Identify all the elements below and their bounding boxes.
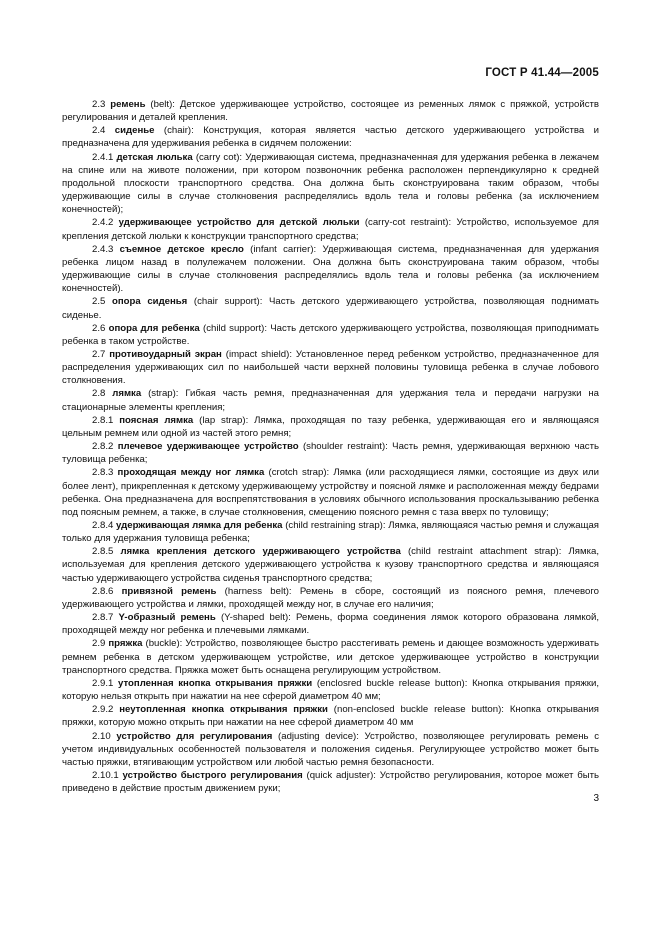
definition-paragraph xyxy=(62,466,599,519)
defined-term: съемное детское кресло xyxy=(119,243,244,255)
definition-text: (crotch strap): Лямка (или расходящиеся лямки, состоящие из двух или более лент), прикрепленная к детскому удерживающему устройству и поясной лямке и расположенная между бедрами ребенка. Она предназначена для воспрепятствования в условиях обычного использования проскальзыванию ребенка под поясным ремнем, а также, в случае столкновения, смещению поясного ремня с таза вверх по туловищу; xyxy=(62,467,599,518)
definition-paragraph xyxy=(62,769,599,795)
definition-paragraph xyxy=(62,677,599,703)
definition-paragraph xyxy=(62,243,599,296)
clause-number: 2.8.1 xyxy=(92,414,114,426)
clause-number: 2.4.3 xyxy=(92,243,114,255)
defined-term: устройство быстрого регулирования xyxy=(122,769,303,781)
clause-number: 2.4 xyxy=(92,125,106,137)
definition-paragraph xyxy=(62,151,599,217)
clause-number: 2.4.2 xyxy=(92,217,114,229)
defined-term: устройство для регулирования xyxy=(116,730,273,742)
definition-paragraph xyxy=(62,611,599,637)
definition-text: (harness belt): Ремень в сборе, состоящий из поясного ремня, плечевого удерживающего устройства и лямки, проходящей между ног, в случае его наличия; xyxy=(62,585,600,610)
defined-term: поясная лямка xyxy=(119,414,194,426)
clause-number: 2.10.1 xyxy=(92,769,119,781)
document-body xyxy=(62,98,599,795)
defined-term: привязной ремень xyxy=(121,585,217,597)
defined-term: лямка крепления детского удерживающего устройства xyxy=(120,546,401,558)
defined-term: удерживающее устройство для детской люльки xyxy=(118,217,360,229)
definition-paragraph xyxy=(62,730,599,769)
defined-term: Y-образный ремень xyxy=(118,612,216,624)
clause-number: 2.5 xyxy=(92,296,106,308)
definition-text: (enclosred buckle release button): Кнопка открывания пряжки, которую нельзя открыть при нажатии на нее сферой диаметром 40 мм; xyxy=(62,677,599,703)
defined-term: удерживающая лямка для ребенка xyxy=(116,520,283,531)
clause-number: 2.8 xyxy=(92,388,106,400)
definition-text: (impact shield): Установленное перед ребенком устройство, предназначенное для распределения удерживающих сил по наибольшей части верхней половины туловища ребенка в случае лобового столкновения. xyxy=(62,348,599,387)
definition-text: (lap strap): Лямка, проходящая по тазу ребенка, удерживающая его и являющаяся цельным ремнем или одной из частей этого ремня; xyxy=(62,414,599,439)
definition-paragraph xyxy=(62,124,599,150)
definition-text: (adjusting device): Устройство, позволяющее регулировать ремень с учетом индивидуальных особенностей пользователя и положения сиденья. Регулирующее устройство может быть частью пряжки, втягивающим устройством или любой частью ремня безопасности. xyxy=(62,730,600,768)
clause-number: 2.8.2 xyxy=(92,441,114,453)
definition-paragraph xyxy=(62,295,599,321)
definition-paragraph xyxy=(62,519,599,545)
defined-term: утопленная кнопка открывания пряжки xyxy=(118,677,313,689)
definition-text: (shoulder restraint): Часть ремня, удерживающая верхнюю часть туловища ребенка; xyxy=(62,441,599,466)
definition-paragraph xyxy=(62,387,599,413)
page-number: 3 xyxy=(593,793,599,804)
definition-text: (belt): Детское удерживающее устройство, состоящее из ременных лямок с пряжкой, устройств регулирования и деталей крепления. xyxy=(62,99,599,124)
defined-term: плечевое удерживающее устройство xyxy=(117,441,299,453)
definition-paragraph xyxy=(62,98,599,124)
definition-paragraph xyxy=(62,703,599,729)
definition-paragraph xyxy=(62,348,599,387)
clause-number: 2.8.3 xyxy=(92,467,114,479)
definition-paragraph xyxy=(62,545,599,584)
clause-number: 2.8.4 xyxy=(92,520,114,531)
definition-paragraph xyxy=(62,216,599,242)
defined-term: проходящая между ног лямка xyxy=(117,467,265,479)
clause-number: 2.8.6 xyxy=(92,585,114,597)
definition-text: (child restraint attachment strap): Лямка, используемая для крепления детского удерживающего устройства к кузову транспортного средства и являющаяся частью удерживающего устройства сиденья транспортного средства; xyxy=(62,546,600,584)
defined-term: опора сиденья xyxy=(111,296,188,308)
clause-number: 2.9.2 xyxy=(92,704,114,716)
clause-number: 2.8.7 xyxy=(92,612,114,624)
clause-number: 2.6 xyxy=(92,322,106,334)
definition-paragraph xyxy=(62,414,599,440)
definition-text: (carry-cot restraint): Устройство, используемое для крепления детской люльки к конструкции транспортного средства; xyxy=(62,217,599,242)
clause-number: 2.9 xyxy=(92,638,106,650)
definition-text: (chair support): Часть детского удерживающего устройства, позволяющая поднимать сиденье. xyxy=(62,296,599,321)
clause-number: 2.9.1 xyxy=(92,677,114,689)
definition-text: (child support): Часть детского удерживающего устройства, позволяющая приподнимать ребенка в таком устройстве. xyxy=(62,322,600,347)
defined-term: неутопленная кнопка открывания пряжки xyxy=(119,704,328,716)
defined-term: детская люлька xyxy=(116,151,193,163)
definition-text: (infant carrier): Удерживающая система, предназначенная для удержания ребенка лицом назад в полулежачем положении. Она должна быть сконструирована таким образом, чтобы удерживающие силы в случае столкновения распределялись вдоль тела и головы ребенка (за исключением конечностей). xyxy=(62,243,599,295)
definition-text: (non-enclosed buckle release button): Кнопка открывания пряжки, которую можно открыть при нажатии на нее сферой диаметром 40 мм xyxy=(62,704,599,729)
definition-paragraph xyxy=(62,440,599,466)
clause-number: 2.10 xyxy=(92,730,111,742)
defined-term: противоударный экран xyxy=(109,348,222,360)
clause-number: 2.4.1 xyxy=(92,151,114,163)
defined-term: лямка xyxy=(112,388,142,400)
definition-paragraph xyxy=(62,585,599,611)
definition-paragraph xyxy=(62,322,599,348)
clause-number: 2.8.5 xyxy=(92,546,114,558)
definition-text: (carry cot): Удерживающая система, предназначенная для удержания ребенка в лежачем на спине или на животе положении, при котором позвоночник ребенка расположен перпендикулярно к средней продольной плоскости транспортного средства. Она должна быть сконструирована таким образом, чтобы удерживающие силы в случае столкновения распределялись вдоль тела и головы ребенка (за исключением конечностей); xyxy=(62,151,600,216)
definition-text: (child restraining strap): Лямка, являющаяся частью ремня и служащая только для удержания туловища ребенка; xyxy=(62,520,599,545)
defined-term: опора для ребенка xyxy=(108,322,200,334)
definition-text: (quick adjuster): Устройство регулирования, которое может быть приведено в действие простым движением руки; xyxy=(62,769,599,795)
definition-text: (chair): Конструкция, которая является частью детского удерживающего устройства и предназначена для удерживания ребенка в сидячем положении: xyxy=(62,125,599,150)
clause-number: 2.3 xyxy=(92,99,106,110)
document-standard-id: ГОСТ Р 41.44—2005 xyxy=(485,67,599,79)
defined-term: пряжка xyxy=(108,638,143,650)
definition-text: (buckle): Устройство, позволяющее быстро расстегивать ремень и дающее возможность удерживать ремнем ребенка в детском удерживающем устройстве, или детское удерживающее устройство в конструкции транспортного средства. Пряжка может быть оснащена регулирующим устройством. xyxy=(62,638,599,676)
defined-term: ремень xyxy=(110,99,146,110)
definition-text: (Y-shaped belt): Ремень, форма соединения лямок которого образована лямкой, проходящей между ног ребенка и плечевыми лямками. xyxy=(62,612,599,637)
definition-paragraph xyxy=(62,637,599,676)
defined-term: сиденье xyxy=(114,125,155,137)
definition-text: (strap): Гибкая часть ремня, предназначенная для удержания тела и передачи нагрузки на стационарные элементы крепления; xyxy=(62,388,599,413)
clause-number: 2.7 xyxy=(92,348,106,360)
